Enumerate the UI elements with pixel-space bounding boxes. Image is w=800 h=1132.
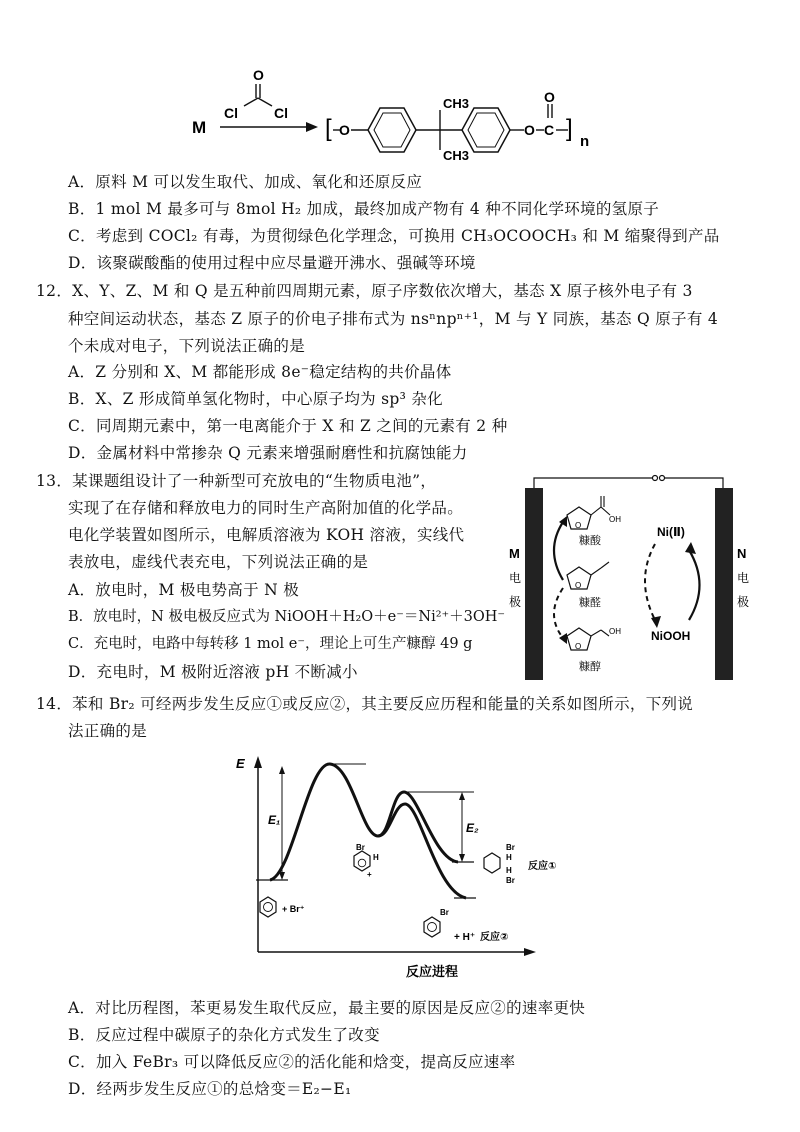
q13-stem-line-2: 实现了在存储和释放电力的同时生产高附加值的化学品。	[68, 499, 464, 517]
h-plus-label: + H⁺	[454, 932, 476, 943]
carbonyl-c: C	[544, 122, 555, 138]
reaction-2-label: 反应②	[480, 932, 509, 943]
intermediate-br: Br	[356, 843, 365, 852]
q13-option-a: A．放电时，M 极电势高于 N 极	[68, 581, 300, 599]
m-electrode-label-m: M	[509, 546, 520, 561]
repeat-n: n	[580, 133, 590, 150]
q14-option-d: D．经两步发生反应①的总焓变＝E₂−E₁	[68, 1080, 352, 1098]
phosgene-o: O	[253, 67, 264, 83]
q13-option-d: D．充电时，M 极附近溶液 pH 不断减小	[68, 663, 358, 681]
reaction-1-curve	[378, 792, 458, 862]
product1-br-top: Br	[506, 843, 515, 852]
q12-option-a: A．Z 分别和 X、M 都能形成 8e⁻稳定结构的共价晶体	[68, 363, 452, 381]
polymerization-scheme	[150, 60, 650, 170]
br-plus-label: + Br⁺	[282, 904, 305, 914]
intermediate-h: H	[373, 853, 379, 862]
q13-stem-line-3: 电化学装置如图所示，电解质溶液为 KOH 溶液，实线代	[68, 526, 465, 544]
q13-option-c: C．充电时，电路中每转移 1 mol e⁻，理论上可生产糠醇 49 g	[68, 636, 473, 652]
bromobenzene-product	[424, 917, 440, 937]
e1-label: E₁	[268, 813, 281, 827]
furfuryl-alcohol-oh: OH	[609, 627, 621, 636]
intermediate-charge: +	[367, 870, 372, 879]
n-electrode-label-ji: 极	[737, 595, 750, 609]
q14-option-b: B．反应过程中碳原子的杂化方式发生了改变	[68, 1026, 380, 1044]
energy-profile-diagram	[230, 752, 560, 982]
q13-stem-line-4: 表放电，虚线代表充电，下列说法正确的是	[68, 553, 369, 571]
q14-stem-line-1: 14．苯和 Br₂ 可经两步发生反应①或反应②，其主要反应历程和能量的关系如图所示，下列说	[36, 695, 694, 713]
polymer-o-left: O	[339, 122, 350, 138]
arenium-intermediate	[354, 851, 370, 871]
q11-option-b: B．1 mol M 最多可与 8mol H₂ 加成，最终加成产物有 4 种不同化学环境的氢原子	[68, 200, 660, 218]
q11-option-a: A．原料 M 可以发生取代、加成、氧化和还原反应	[68, 173, 423, 191]
furfuryl-alcohol-o: O	[575, 642, 582, 651]
q13-stem-line-1: 13．某课题组设计了一种新型可充放电的“生物质电池”，	[36, 472, 437, 490]
furoic-acid-o: O	[575, 521, 582, 530]
m-electrode-label-ji: 极	[509, 595, 522, 609]
q11-option-c: C．考虑到 COCl₂ 有毒，为贯彻绿色化学理念，可换用 CH₃OCOOCH₃ 和 M 缩聚得到产品	[68, 227, 720, 245]
furfural-molecule	[567, 562, 609, 590]
phosgene-cl-right: Cl	[274, 105, 288, 121]
product1-h-top: H	[506, 853, 512, 862]
q14-option-c: C．加入 FeBr₃ 可以降低反应②的活化能和焓变，提高反应速率	[68, 1053, 516, 1071]
furfuryl-alcohol-molecule	[567, 627, 621, 651]
m-electrode	[525, 488, 543, 680]
battery-diagram	[505, 470, 765, 690]
x-axis-label: 反应进程	[406, 964, 459, 979]
furoic-acid-molecule	[567, 496, 621, 530]
phosgene-cl-left: Cl	[224, 105, 238, 121]
y-axis-label: E	[236, 756, 245, 771]
ni2-label: Ni(Ⅱ)	[657, 525, 685, 539]
furfuryl-alcohol-label: 糠醇	[579, 661, 601, 673]
polymer-o-middle: O	[524, 122, 535, 138]
carbonyl-o: O	[544, 89, 555, 105]
furfural-label: 糠醛	[579, 597, 601, 609]
q14-stem-line-2: 法正确的是	[68, 722, 148, 740]
product1-br-bottom: Br	[506, 876, 515, 885]
furoic-acid-label: 糠酸	[579, 535, 601, 547]
product2-br: Br	[440, 908, 449, 917]
product1-h-bottom: H	[506, 866, 512, 875]
q14-option-a: A．对比历程图，苯更易发生取代反应，最主要的原因是反应②的速率更快	[68, 999, 586, 1017]
furfural-o: O	[575, 581, 582, 590]
addition-product	[484, 853, 500, 873]
reactant-m: M	[192, 118, 207, 137]
q11-option-d: D．该聚碳酸酯的使用过程中应尽量避开沸水、强碱等环境	[68, 254, 476, 272]
n-electrode	[715, 488, 733, 680]
m-electrode-label-dian: 电	[509, 571, 522, 585]
furoic-acid-oh: OH	[609, 515, 621, 524]
q12-stem-line-1: 12．X、Y、Z、M 和 Q 是五种前四周期元素，原子序数依次增大，基态 X 原子核外电子有 3	[36, 282, 693, 300]
q13-option-b: B．放电时，N 极电极反应式为 NiOOH＋H₂O＋e⁻＝Ni²⁺＋3OH⁻	[68, 609, 506, 625]
n-electrode-label-n: N	[737, 546, 747, 561]
reaction-1-label: 反应①	[528, 861, 557, 872]
ch3-top: CH3	[443, 96, 470, 111]
ch3-bottom: CH3	[443, 148, 470, 163]
svg-text:]: ]	[566, 115, 573, 142]
svg-text:[: [	[325, 115, 332, 142]
q12-option-b: B．X、Z 形成简单氢化物时，中心原子均为 sp³ 杂化	[68, 390, 443, 408]
q12-option-c: C．同周期元素中，第一电离能介于 X 和 Z 之间的元素有 2 种	[68, 417, 508, 435]
niooh-label: NiOOH	[651, 629, 691, 643]
q12-stem-line-3: 个未成对电子，下列说法正确的是	[68, 337, 306, 355]
e2-label: E₂	[466, 821, 479, 835]
benzene-reactant	[260, 897, 276, 917]
q12-stem-line-2: 种空间运动状态，基态 Z 原子的价电子排布式为 nsⁿnpⁿ⁺¹，M 与 Y 同族，基态 Q 原子有 4	[68, 310, 719, 328]
n-electrode-label-dian: 电	[737, 571, 750, 585]
q12-option-d: D．金属材料中常掺杂 Q 元素来增强耐磨性和抗腐蚀能力	[68, 444, 468, 462]
